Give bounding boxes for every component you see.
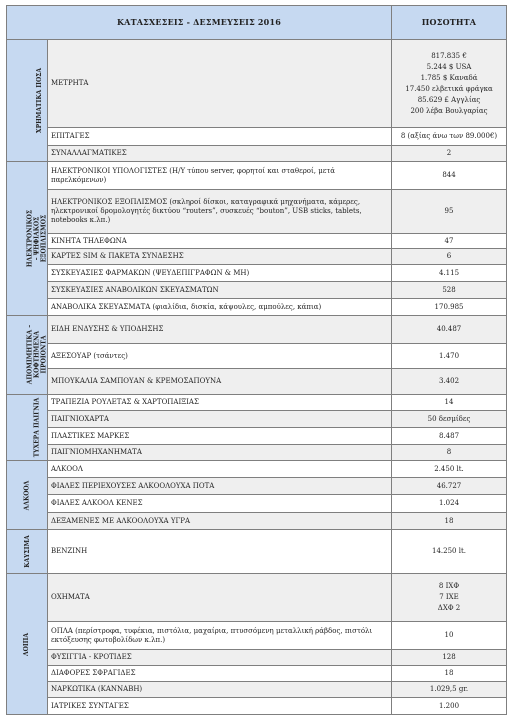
seizures-table [6, 5, 507, 715]
quantity-cell [392, 190, 507, 234]
quantity-value: 1.024 [438, 499, 460, 507]
item-cell: ΕΙΔΗ ΕΝΔΥΣΗΣ & ΥΠΟΔΗΣΗΣ [48, 316, 392, 344]
quantity-value: 844 [442, 171, 456, 179]
table-row [7, 249, 507, 265]
quantity-value: 85.629 £ Αγγλίας [417, 95, 481, 104]
category-cell [7, 530, 48, 574]
table-row [7, 666, 507, 682]
item-cell: ΝΑΡΚΩΤΙΚΑ (ΚΑΝΝΑΒΗ) [48, 682, 392, 698]
table-row [7, 265, 507, 282]
item-cell: ΚΙΝΗΤΑ ΤΗΛΕΦΩΝΑ [48, 234, 392, 249]
item-cell: ΣΥΣΚΕΥΑΣΙΕΣ ΦΑΡΜΑΚΩΝ (ΨΕΥΔΕΠΙΓΡΑΦΩΝ & ΜΗ) [48, 265, 392, 282]
item-cell: ΦΥΣΙΓΓΙΑ - ΚΡΟΤΙΔΕΣ [48, 650, 392, 666]
table-row [7, 574, 507, 622]
quantity-cell [392, 411, 507, 428]
quantity-value: 14 [444, 398, 454, 406]
quantity-value: 50 δεσμίδες [427, 414, 471, 423]
quantity-cell [392, 650, 507, 666]
quantity-value: 3.402 [438, 377, 460, 385]
quantity-cell [392, 299, 507, 316]
quantity-value: 200 λέβα Βουλγαρίας [410, 106, 488, 115]
item-cell: ΜΕΤΡΗΤΑ [48, 40, 392, 128]
table-row [7, 495, 507, 513]
table-body [7, 40, 507, 715]
table-row [7, 428, 507, 445]
category-label: ΗΛΕΚΤΡΟΝΙΚΟΣ – ΨΗΦΙΑΚΟΣ ΕΞΟΠΛΙΣΜΟΣ [26, 209, 48, 267]
quantity-value: 528 [442, 285, 456, 294]
table-row [7, 40, 507, 128]
item-cell: ΚΑΡΤΕΣ SIM & ΠΑΚΕΤΑ ΣΥΝΔΕΣΗΣ [48, 249, 392, 265]
quantity-value: 1.785 $ Καναδά [420, 73, 478, 82]
category-cell [7, 574, 48, 715]
quantity-cell [392, 146, 507, 162]
quantity-value: 170.985 [434, 302, 464, 311]
table-row [7, 128, 507, 146]
quantity-value: 8.487 [438, 431, 460, 440]
table-row [7, 146, 507, 162]
item-cell: ΑΝΑΒΟΛΙΚΑ ΣΚΕΥΑΣΜΑΤΑ (φιαλίδια, δισκία, κάψουλες, αμπούλες, κάπια) [48, 299, 392, 316]
item-cell: ΠΛΑΣΤΙΚΕΣ ΜΑΡΚΕΣ [48, 428, 392, 445]
quantity-cell [392, 513, 507, 530]
quantity-cell [392, 128, 507, 146]
category-cell [7, 395, 48, 461]
table-row [7, 461, 507, 478]
quantity-value: 40.487 [436, 325, 462, 333]
item-cell: ΑΞΕΣΟΥΑΡ (τσάντες) [48, 344, 392, 369]
quantity-value: 4.115 [438, 268, 460, 277]
quantity-value: 1.029,5 gr. [429, 685, 469, 693]
item-cell: ΠΑΙΓΝΙΟΜΗΧΑΝΗΜΑΤΑ [48, 445, 392, 461]
item-cell: ΣΥΣΚΕΥΑΣΙΕΣ ΑΝΑΒΟΛΙΚΩΝ ΣΚΕΥΑΣΜΑΤΩΝ [48, 282, 392, 299]
item-cell: ΟΧΗΜΑΤΑ [48, 574, 392, 622]
quantity-value: 2 [446, 149, 452, 157]
quantity-cell [392, 40, 507, 128]
quantity-value: 8 (αξίας άνω των 89.000€) [400, 132, 498, 140]
category-label: ΚΑΥΣΙΜΑ [23, 535, 31, 568]
item-cell: ΑΛΚΟΟΛ [48, 461, 392, 478]
quantity-value: 10 [444, 631, 454, 639]
quantity-cell [392, 265, 507, 282]
quantity-cell [392, 682, 507, 698]
quantity-cell [392, 574, 507, 622]
category-label: ΑΠΟΜΙΜΗΤΙΚΑ – ΚΟΦΤΗΜΕΝΑ ΠΡΟΙΟΝΤΑ [26, 324, 48, 385]
category-label: ΛΟΙΠΑ [23, 632, 31, 656]
quantity-value: 14.250 lt. [432, 547, 467, 555]
quantity-value: 2.450 lt. [434, 464, 464, 473]
category-cell [7, 461, 48, 530]
quantity-value: 18 [444, 669, 454, 677]
quantity-cell [392, 282, 507, 299]
table-row [7, 530, 507, 574]
quantity-cell [392, 249, 507, 265]
category-cell [7, 316, 48, 395]
table-row [7, 234, 507, 249]
table-row [7, 344, 507, 369]
item-cell: ΠΑΙΓΝΙΟΧΑΡΤΑ [48, 411, 392, 428]
quantity-cell [392, 530, 507, 574]
table-row [7, 369, 507, 395]
quantity-cell [392, 622, 507, 650]
quantity-value: 18 [444, 516, 454, 525]
table-row [7, 162, 507, 190]
table-row [7, 316, 507, 344]
quantity-cell [392, 369, 507, 395]
quantity-cell [392, 666, 507, 682]
table-row [7, 478, 507, 495]
item-cell: ΗΛΕΚΤΡΟΝΙΚΟΙ ΥΠΟΛΟΓΙΣΤΕΣ (Η/Υ τύπου server, φορητοί και σταθεροί, μετά παρελκόμενων) [48, 162, 392, 190]
quantity-cell [392, 162, 507, 190]
quantity-value: 95 [444, 207, 454, 215]
item-cell: ΦΙΑΛΕΣ ΠΕΡΙΕΧΟΥΣΕΣ ΑΛΚΟΟΛΟΥΧΑ ΠΟΤΑ [48, 478, 392, 495]
quantity-value: 6 [446, 252, 452, 260]
item-cell: ΔΕΞΑΜΕΝΕΣ ΜΕ ΑΛΚΟΟΛΟΥΧΑ ΥΓΡΑ [48, 513, 392, 530]
item-cell: ΒΕΝΖΙΝΗ [48, 530, 392, 574]
item-cell: ΗΛΕΚΤΡΟΝΙΚΟΣ ΕΞΟΠΛΙΣΜΟΣ (σκληροί δίσκοι, καταγραφικά μηχανήματα, κάμερες, ηλεκτρονικοί δρομολογητές δικτύου “routers”, συσκευές “bouton”, USB sticks, tablets, notebooks κ.λπ.) [48, 190, 392, 234]
quantity-value: 46.727 [436, 481, 462, 490]
quantity-cell [392, 445, 507, 461]
quantity-cell [392, 234, 507, 249]
table-row [7, 650, 507, 666]
item-cell: ΟΠΛΑ (περίστροφα, τυφέκια, πιστόλια, μαχαίρια, πτυσσόμενη μεταλλική ράβδος, πιστόλι εκτόξευσης φωτοβολίδων κ.λπ.) [48, 622, 392, 650]
item-cell: ΕΠΙΤΑΓΕΣ [48, 128, 392, 146]
quantity-value: 817.835 € [431, 51, 467, 60]
table-row [7, 445, 507, 461]
quantity-value: ΔΧΦ 2 [437, 604, 461, 612]
item-cell: ΔΙΑΦΟΡΕΣ ΣΦΡΑΓΙΔΕΣ [48, 666, 392, 682]
quantity-value: 47 [444, 236, 454, 245]
table-row [7, 395, 507, 411]
category-label: ΧΡΗΜΑΤΙΚΑ ΠΟΣΑ [36, 67, 44, 134]
table-row [7, 282, 507, 299]
quantity-value: 5.244 $ USA [426, 62, 472, 71]
quantity-cell [392, 495, 507, 513]
quantity-value: 8 ΙΧΦ [438, 582, 460, 590]
item-cell: ΤΡΑΠΕΖΙΑ ΡΟΥΛΕΤΑΣ & ΧΑΡΤΟΠΑΙΞΙΑΣ [48, 395, 392, 411]
table-row [7, 299, 507, 316]
quantity-value: 17.450 ελβετικά φράγκα [405, 84, 493, 93]
item-cell: ΜΠΟΥΚΑΛΙΑ ΣΑΜΠΟΥΑΝ & ΚΡΕΜΟΣΑΠΟΥΝΑ [48, 369, 392, 395]
quantity-cell [392, 395, 507, 411]
quantity-cell [392, 316, 507, 344]
category-label: ΤΥΧΕΡΑ ΠΑΙΓΝΙΑ [33, 397, 41, 458]
quantity-value: 1.470 [438, 351, 460, 360]
category-label: ΑΛΚΟΟΛ [23, 480, 31, 510]
quantity-value: 128 [442, 653, 456, 661]
item-cell: ΙΑΤΡΙΚΕΣ ΣΥΝΤΑΓΕΣ [48, 698, 392, 715]
category-cell [7, 162, 48, 316]
category-cell [7, 40, 48, 162]
quantity-value: 1.200 [438, 701, 460, 710]
quantity-cell [392, 344, 507, 369]
table-title: ΚΑΤΑΣΧΕΣΕΙΣ - ΔΕΣΜΕΥΣΕΙΣ 2016 [7, 6, 392, 40]
table-row [7, 411, 507, 428]
table-row [7, 682, 507, 698]
item-cell: ΣΥΝΑΛΛΑΓΜΑΤΙΚΕΣ [48, 146, 392, 162]
quantity-cell [392, 478, 507, 495]
table-row [7, 190, 507, 234]
table-row [7, 513, 507, 530]
item-cell: ΦΙΑΛΕΣ ΑΛΚΟΟΛ ΚΕΝΕΣ [48, 495, 392, 513]
quantity-value: 8 [446, 448, 452, 456]
quantity-value: 7 ΙΧΕ [439, 593, 459, 601]
quantity-header: ΠΟΣΟΤΗΤΑ [392, 6, 507, 40]
quantity-cell [392, 461, 507, 478]
table-row [7, 622, 507, 650]
quantity-cell [392, 428, 507, 445]
